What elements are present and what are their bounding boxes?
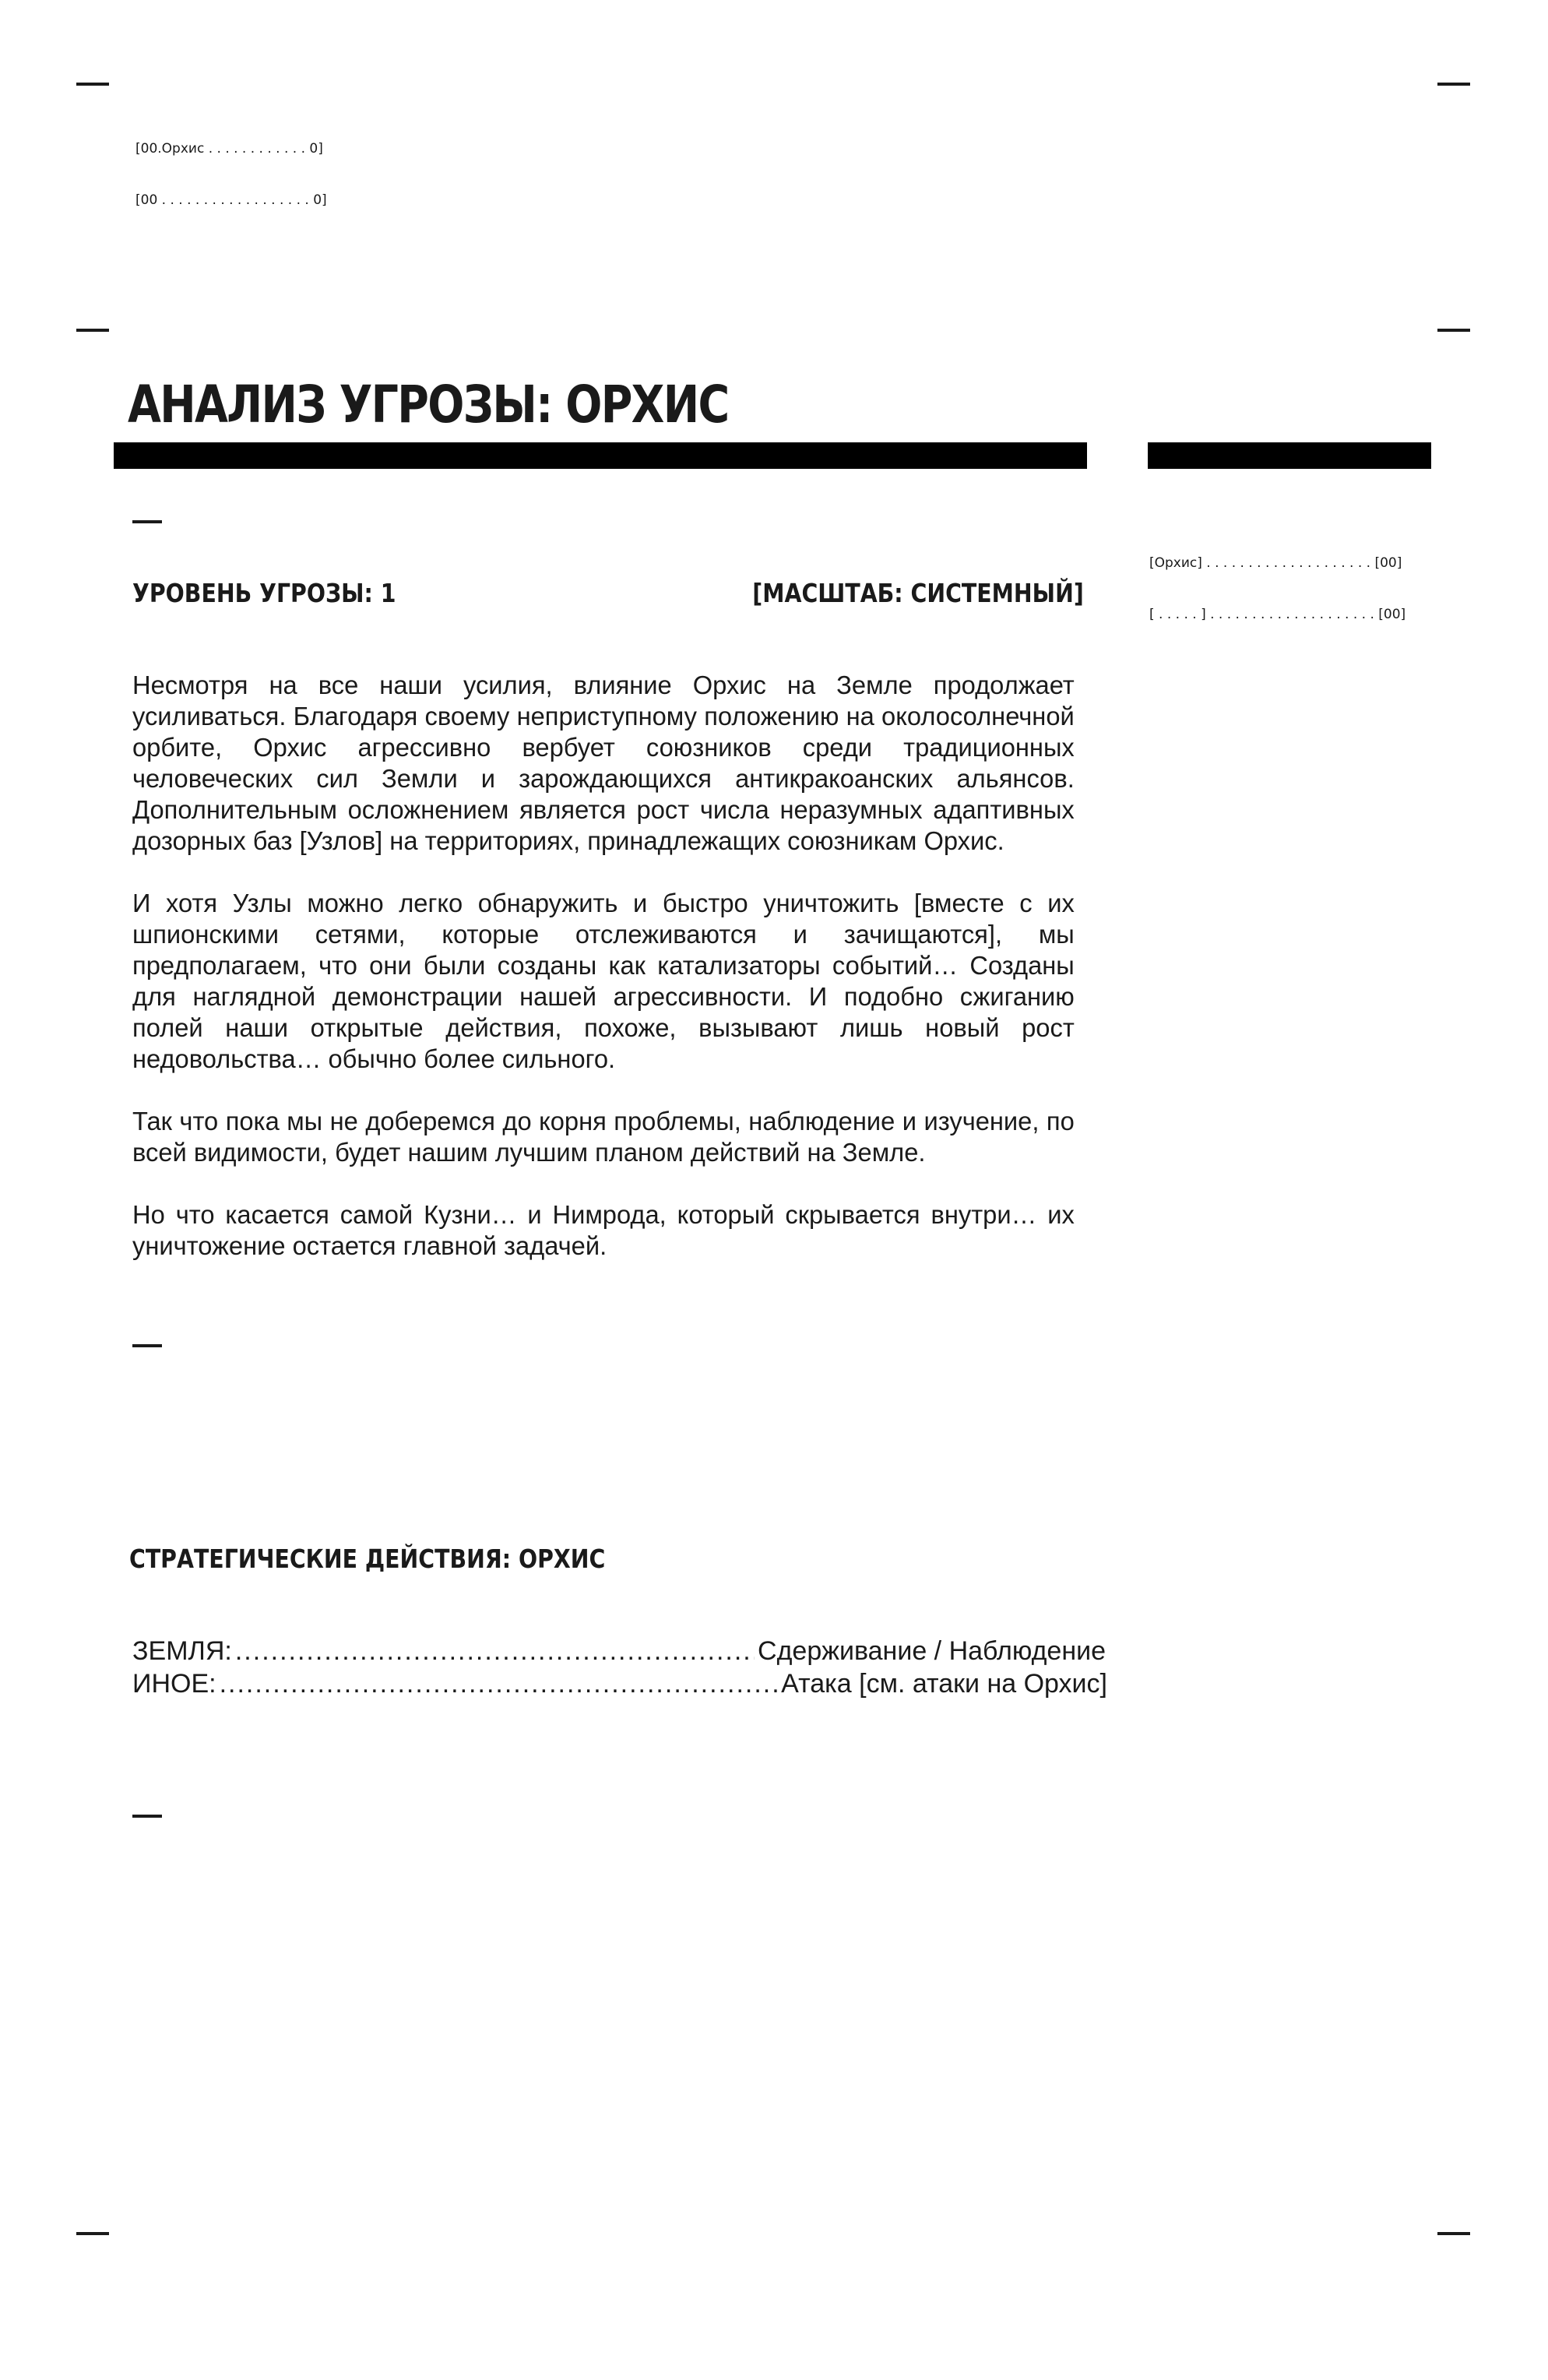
registration-mark-top-right [1437,83,1470,86]
leader-dots [220,1668,779,1699]
paragraph: И хотя Узлы можно легко обнаружить и быстро уничтожить [вместе с их шпионскими сетями, которые отслеживаются и зачищаются], мы предполагаем, что они были созданы как катализаторы событий… Созданы для наглядной демонстрации нашей агрессивности. И подобно сжиганию полей наши открытые действия, похоже, вызывают лишь новый рост недовольства… обычно более сильного. [132,889,1075,1073]
strategy-row-other [132,1668,1107,1699]
title-rule-side [1148,442,1431,469]
strategy-row-value: Сдерживание / Наблюдение [758,1636,1106,1666]
registration-mark-bottom-left [76,2232,109,2235]
registration-mark-upper-left [76,329,109,332]
page-title: АНАЛИЗ УГРОЗЫ: ОРХИС [128,375,729,435]
threat-scale: [МАСШТАБ: СИСТЕМНЫЙ] [752,578,1084,608]
side-code-line-1: [Орхис] . . . . . . . . . . . . . . . . . . . . [00] [1149,555,1402,571]
title-rule-main [114,442,1087,469]
section-dash-3 [132,1815,162,1818]
strategy-row-value: Атака [см. атаки на Орхис] [781,1669,1107,1699]
registration-mark-upper-right [1437,329,1470,332]
paragraph: Но что касается самой Кузни… и Нимрода, который скрывается внутри… их уничтожение остается главной задачей. [132,1200,1075,1260]
header-code-line-1: [00.Орхис . . . . . . . . . . . . 0] [135,141,323,157]
registration-mark-bottom-right [1437,2232,1470,2235]
section-dash-2 [132,1344,162,1347]
section-dash-1 [132,520,162,523]
registration-mark-top-left [76,83,109,86]
strategy-row-label: ИНОЕ: [132,1669,216,1699]
paragraph: Несмотря на все наши усилия, влияние Орхис на Земле продолжает усиливаться. Благодаря своему неприступному положению на околосолнечной орбите, Орхис агрессивно вербует союзников среди традиционных человеческих сил Земли и зарождающихся антикракоанских альянсов. Дополнительным осложнением является рост числа неразумных адаптивных дозорных баз [Узлов] на территориях, принадлежащих союзникам Орхис. [132,671,1075,855]
header-code-line-2: [00 . . . . . . . . . . . . . . . . . . 0] [135,192,327,208]
side-code-block [1149,520,1406,640]
analysis-body [132,670,1075,1293]
strategy-row-earth [132,1635,1106,1667]
header-code-block [135,106,327,226]
leader-dots [235,1635,755,1667]
paragraph: Так что пока мы не доберемся до корня проблемы, наблюдение и изучение, по всей видимости, будет нашим лучшим планом действий на Земле. [132,1107,1075,1167]
strategy-row-label: ЗЕМЛЯ: [132,1636,232,1666]
strategy-heading: СТРАТЕГИЧЕСКИЕ ДЕЙСТВИЯ: ОРХИС [129,1544,606,1574]
threat-level: УРОВЕНЬ УГРОЗЫ: 1 [132,578,396,608]
side-code-line-2: [ . . . . . ] . . . . . . . . . . . . . . . . . . . . [00] [1149,607,1406,622]
